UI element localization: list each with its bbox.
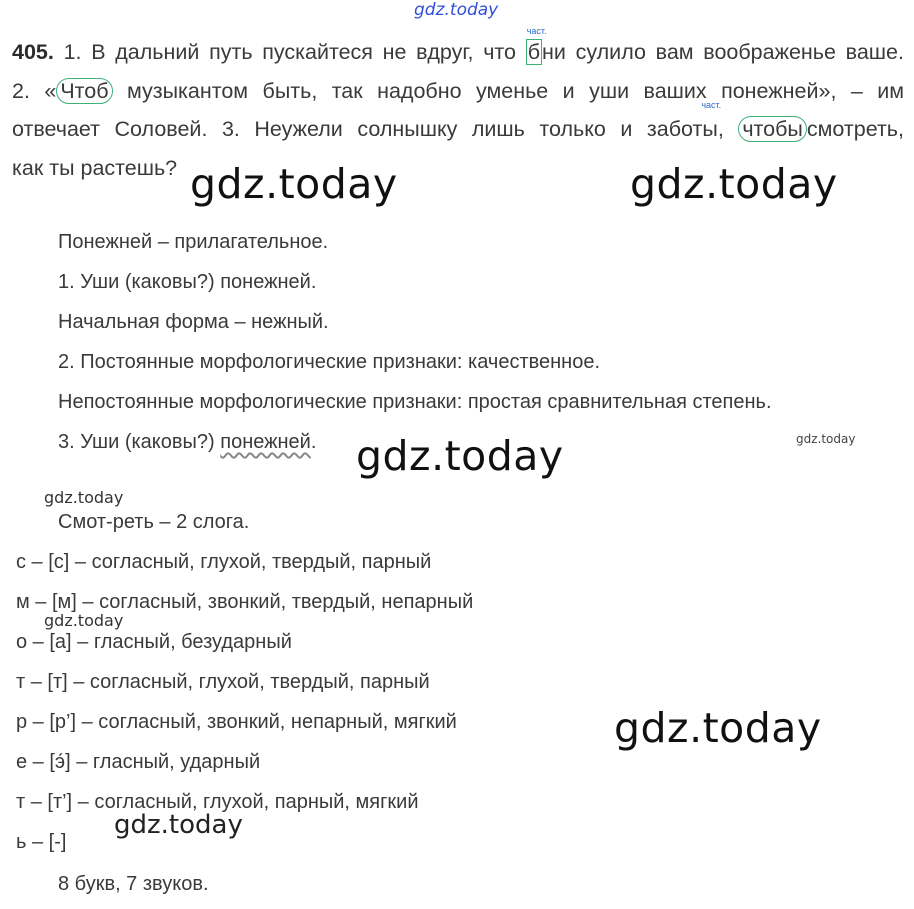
word-chtoby: чтобы — [742, 117, 803, 141]
analysis-line-5: Непостоянные морфологические признаки: простая сравнительная степень. — [58, 391, 772, 413]
exercise-line-3 — [12, 100, 904, 150]
analysis-line-4: 2. Постоянные морфологические признаки: качественное. — [58, 351, 601, 373]
phonetic-row-2: м – [м] – согласный, звонкий, твердый, непарный — [16, 591, 474, 613]
line3-pre: отвечает Соловей. 3. Неужели солнышку лишь только и заботы, — [12, 117, 724, 141]
phonetic-row-7: т – [т’] – согласный, глухой, парный, мягкий — [16, 791, 419, 813]
watermark-2: gdz.today — [630, 160, 838, 208]
particle-note: част. — [526, 26, 547, 36]
exercise-line-2 — [12, 73, 904, 112]
phonetic-row-8: ь – [-] — [16, 831, 67, 853]
line1-post: ни сулило вам воображенье ваше. — [542, 40, 904, 64]
line1-pre: 1. В дальний путь пускайтеся не вдруг, что — [63, 40, 516, 64]
phonetic-row-4: т – [т] – согласный, глухой, твердый, парный — [16, 671, 430, 693]
particle-b-box — [526, 26, 547, 65]
analysis-line-6-post: . — [310, 431, 317, 453]
particle-note-2: част. — [701, 100, 722, 110]
watermark-4: gdz.today — [796, 432, 856, 446]
phonetic-title: Смот-реть – 2 слога. — [58, 511, 250, 533]
line3-post: смотреть, — [806, 117, 904, 141]
watermark-1: gdz.today — [190, 160, 398, 208]
exercise-number: 405. — [12, 40, 54, 64]
header-watermark: gdz.today — [414, 0, 499, 20]
word-chtoby-oval — [701, 100, 807, 142]
analysis-line-3: Начальная форма – нежный. — [58, 311, 329, 333]
particle-b: б — [527, 40, 541, 64]
analysis-line-1: Понежней – прилагательное. — [58, 231, 329, 253]
watermark-5: gdz.today — [44, 488, 124, 507]
phonetic-row-5: р – [р’] – согласный, звонкий, непарный, мягкий — [16, 711, 457, 733]
exercise-line-4: как ты растешь? — [12, 155, 178, 180]
word-chtob: Чтоб — [60, 78, 109, 103]
watermark-6: gdz.today — [44, 611, 124, 630]
watermark-3: gdz.today — [356, 432, 564, 480]
exercise-line-1 — [12, 26, 904, 73]
phonetic-row-1: с – [с] – согласный, глухой, твердый, парный — [16, 551, 432, 573]
line2-pre: 2. « — [12, 78, 57, 103]
analysis-line-2: 1. Уши (каковы?) понежней. — [58, 271, 317, 293]
line2-post: музыкантом быть, так надобно уменье и уши ваших понежней», – им — [126, 78, 904, 103]
watermark-8: gdz.today — [114, 810, 243, 840]
analysis-line-6-pre: 3. Уши (каковы?) — [58, 431, 221, 453]
phonetic-row-6: е – [э́] – гласный, ударный — [16, 751, 261, 773]
wavy-underlined-word: понежней — [220, 431, 311, 453]
phonetic-summary: 8 букв, 7 звуков. — [58, 873, 209, 895]
watermark-7: gdz.today — [614, 704, 822, 752]
phonetic-row-3: о – [а] – гласный, безударный — [16, 631, 292, 653]
analysis-line-6 — [58, 424, 316, 460]
word-chtob-oval — [56, 78, 112, 104]
